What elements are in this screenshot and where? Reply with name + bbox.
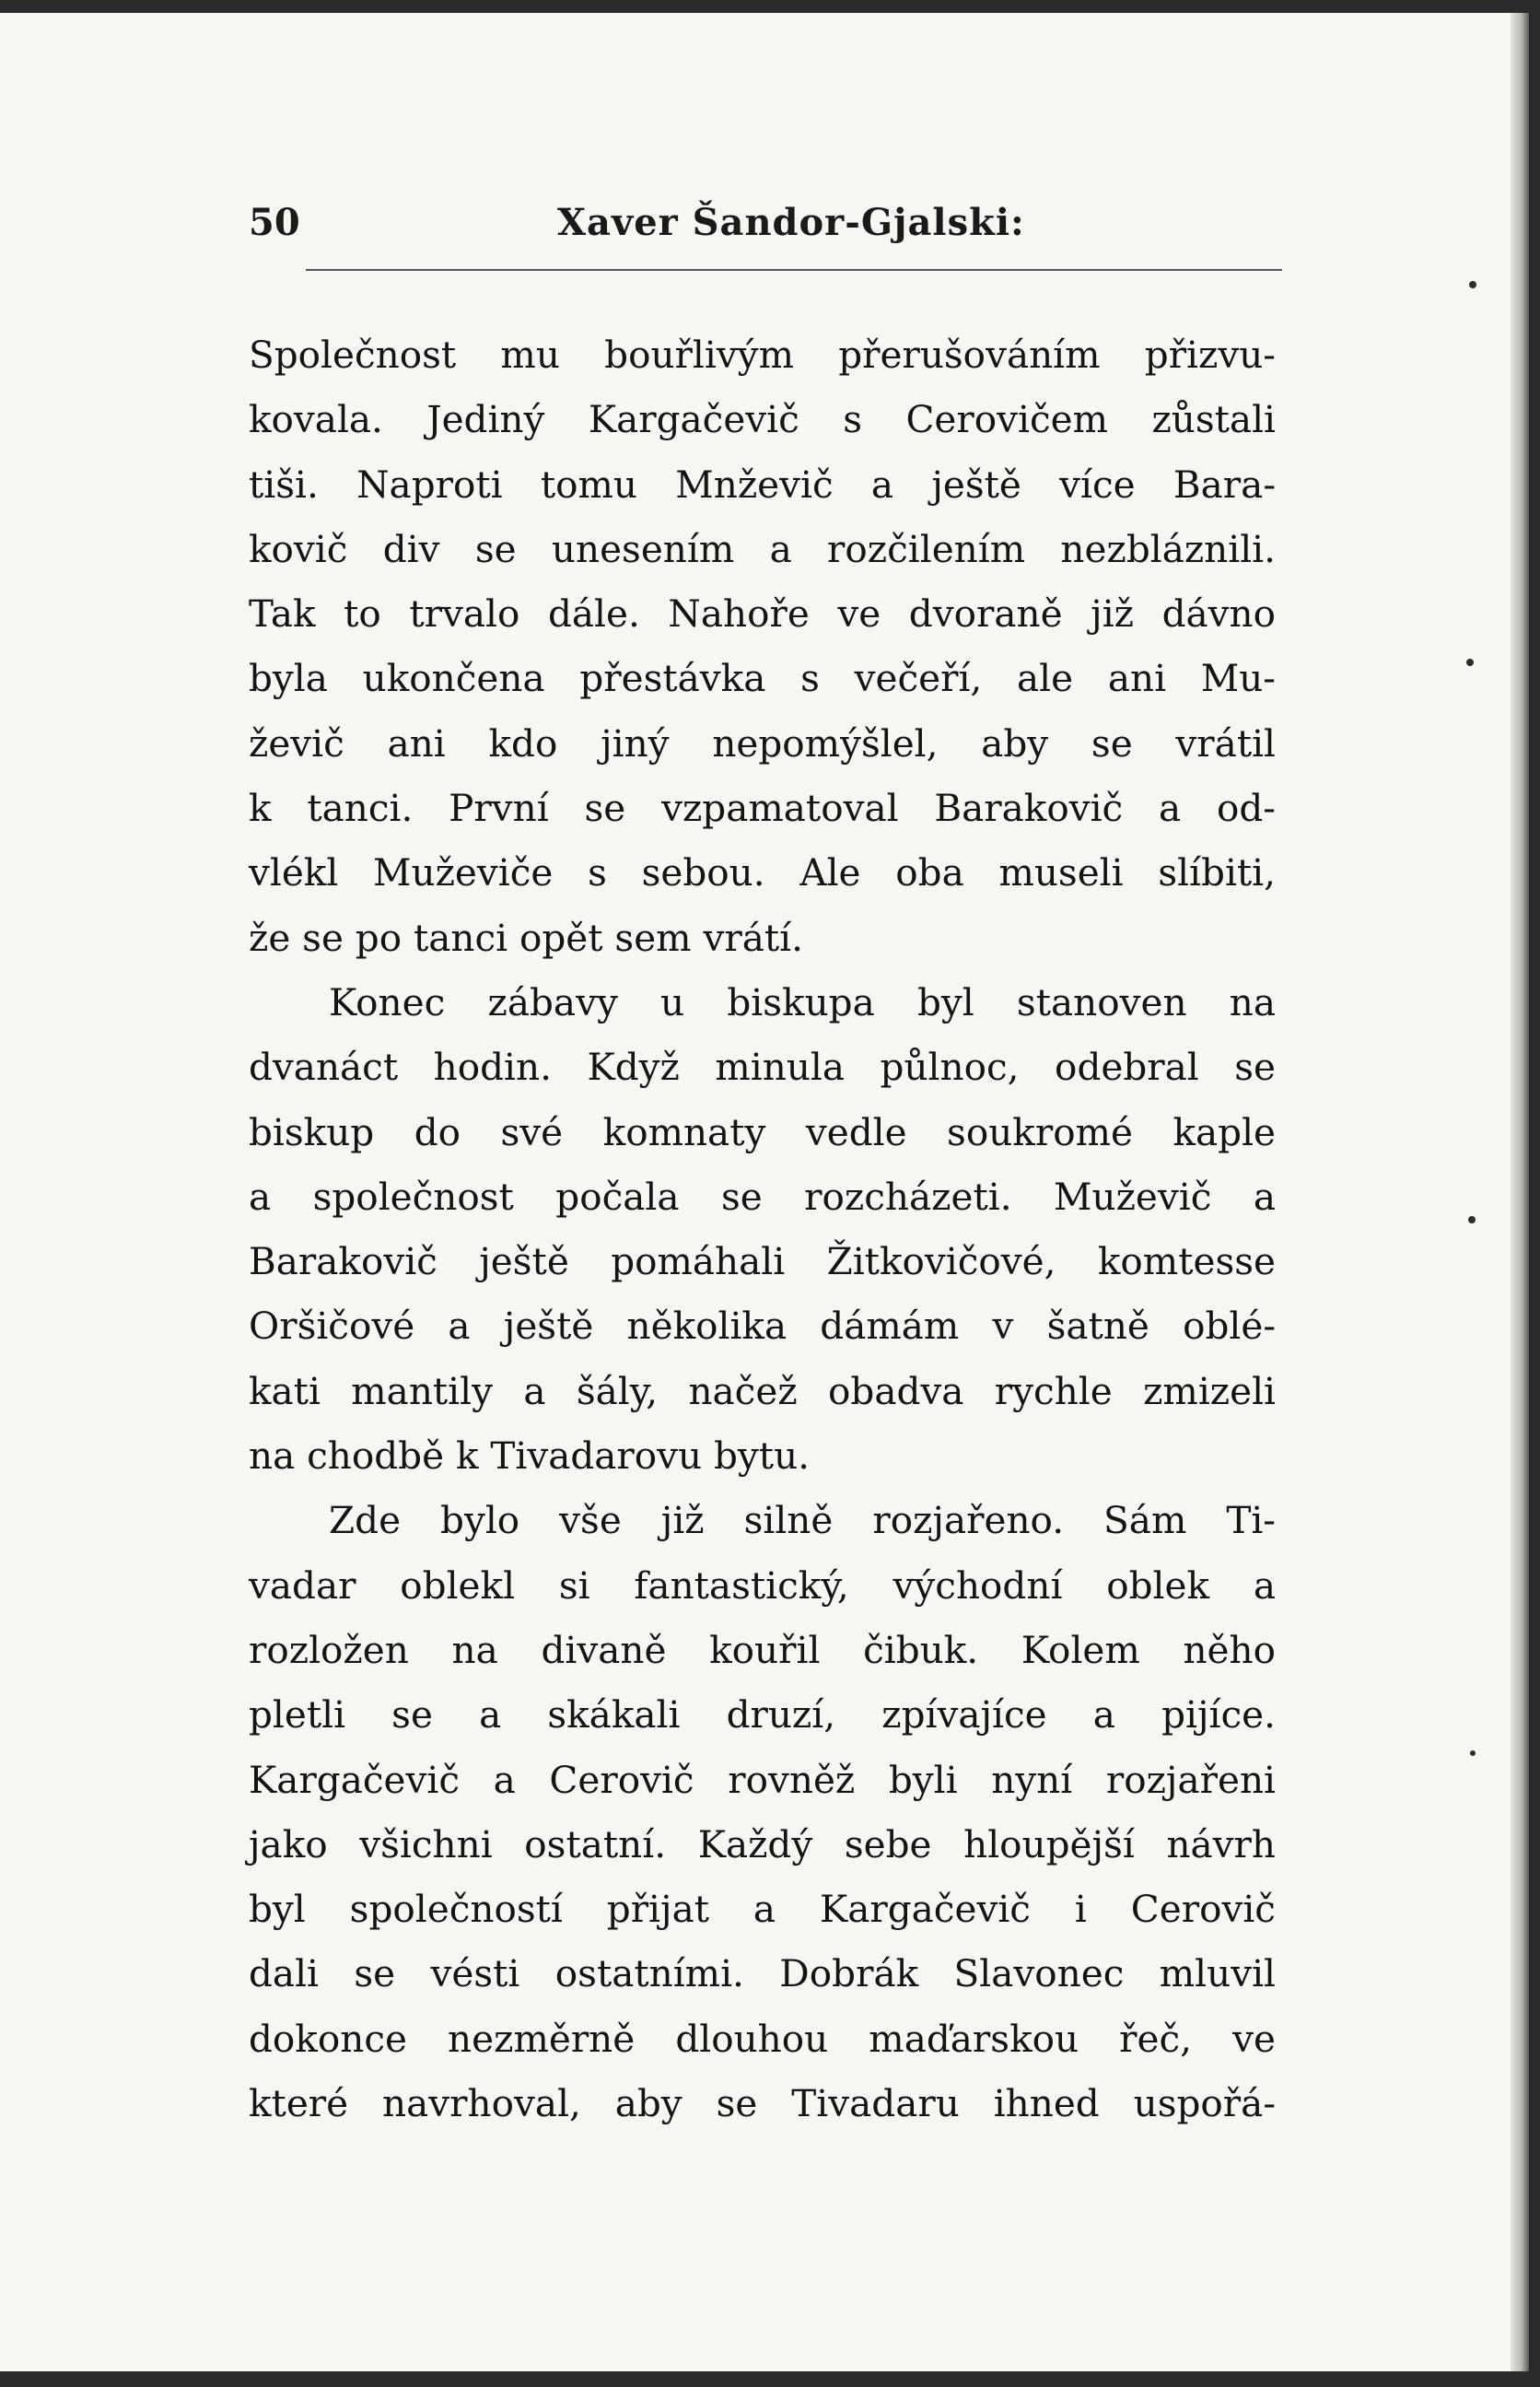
body-text [249,322,1276,2135]
text-line: Oršičové a ještě několika dámám v šatně oblé- [249,1304,1276,1349]
text-line: Barakovič ještě pomáhali Žitkovičové, komtesse [249,1239,1276,1284]
text-line: k tanci. První se vzpamatoval Barakovič a od- [249,786,1276,831]
header-rule [306,269,1282,271]
text-line: které navrhoval, aby se Tivadaru ihned uspořá- [249,2081,1276,2126]
text-line: dvanáct hodin. Když minula půlnoc, odebral se [249,1045,1276,1090]
text-line: rozložen na divaně kouřil čibuk. Kolem něho [249,1627,1276,1672]
text-line: byl společností přijat a Kargačevič i Cerovič [249,1887,1276,1932]
text-line: kati mantily a šály, načež obadva rychle zmizeli [249,1368,1276,1413]
text-line: kovič div se unesením a rozčilením nezbláznili. [249,526,1276,571]
text-line: na chodbě k Tivadarovu bytu. [249,1433,811,1479]
text-line: Kargačevič a Cerovič rovněž byli nyní rozjařeni [249,1757,1276,1802]
page-edge-shadow [1511,13,1529,2371]
text-line: vadar oblekl si fantastický, východní oblek a [249,1562,1276,1608]
text-line: dokonce nezměrně dlouhou maďarskou řeč, ve [249,2016,1276,2061]
running-title: Xaver Šandor-Gjalski: [557,201,1025,244]
text-line: kovala. Jediný Kargačevič s Cerovičem zůstali [249,397,1276,442]
text-line: a společnost počala se rozcházeti. Muževič a [249,1174,1276,1219]
text-line: Tak to trvalo dále. Nahoře ve dvoraně již dávno [249,591,1276,637]
scan-speck [1470,1750,1476,1756]
text-line: jako všichni ostatní. Každý sebe hloupější návrh [249,1821,1276,1866]
scan-speck [1468,1216,1476,1223]
text-line: Zde bylo vše již silně rozjařeno. Sám Ti- [329,1498,1276,1543]
scan-speck [1466,659,1474,666]
text-line: tiši. Naproti tomu Mnževič a ještě více Bara- [249,462,1276,507]
text-line: že se po tanci opět sem vrátí. [249,915,803,960]
text-line: vlékl Muževiče s sebou. Ale oba museli slíbiti, [249,850,1276,895]
scan-speck [1469,281,1476,288]
text-line: byla ukončena přestávka s večeří, ale ani Mu- [249,656,1276,701]
text-line: ževič ani kdo jiný nepomýšlel, aby se vrátil [249,720,1276,766]
running-head [249,201,1289,256]
text-line: Konec zábavy u biskupa byl stanoven na [329,979,1276,1024]
text-line: pletli se a skákali druzí, zpívajíce a pijíce. [249,1692,1276,1738]
text-line: biskup do své komnaty vedle soukromé kaple [249,1109,1276,1154]
text-line: dali se vésti ostatními. Dobrák Slavonec mluvil [249,1951,1276,1996]
page-number: 50 [249,201,300,244]
text-line: Společnost mu bouřlivým přerušováním přizvu- [249,333,1276,377]
